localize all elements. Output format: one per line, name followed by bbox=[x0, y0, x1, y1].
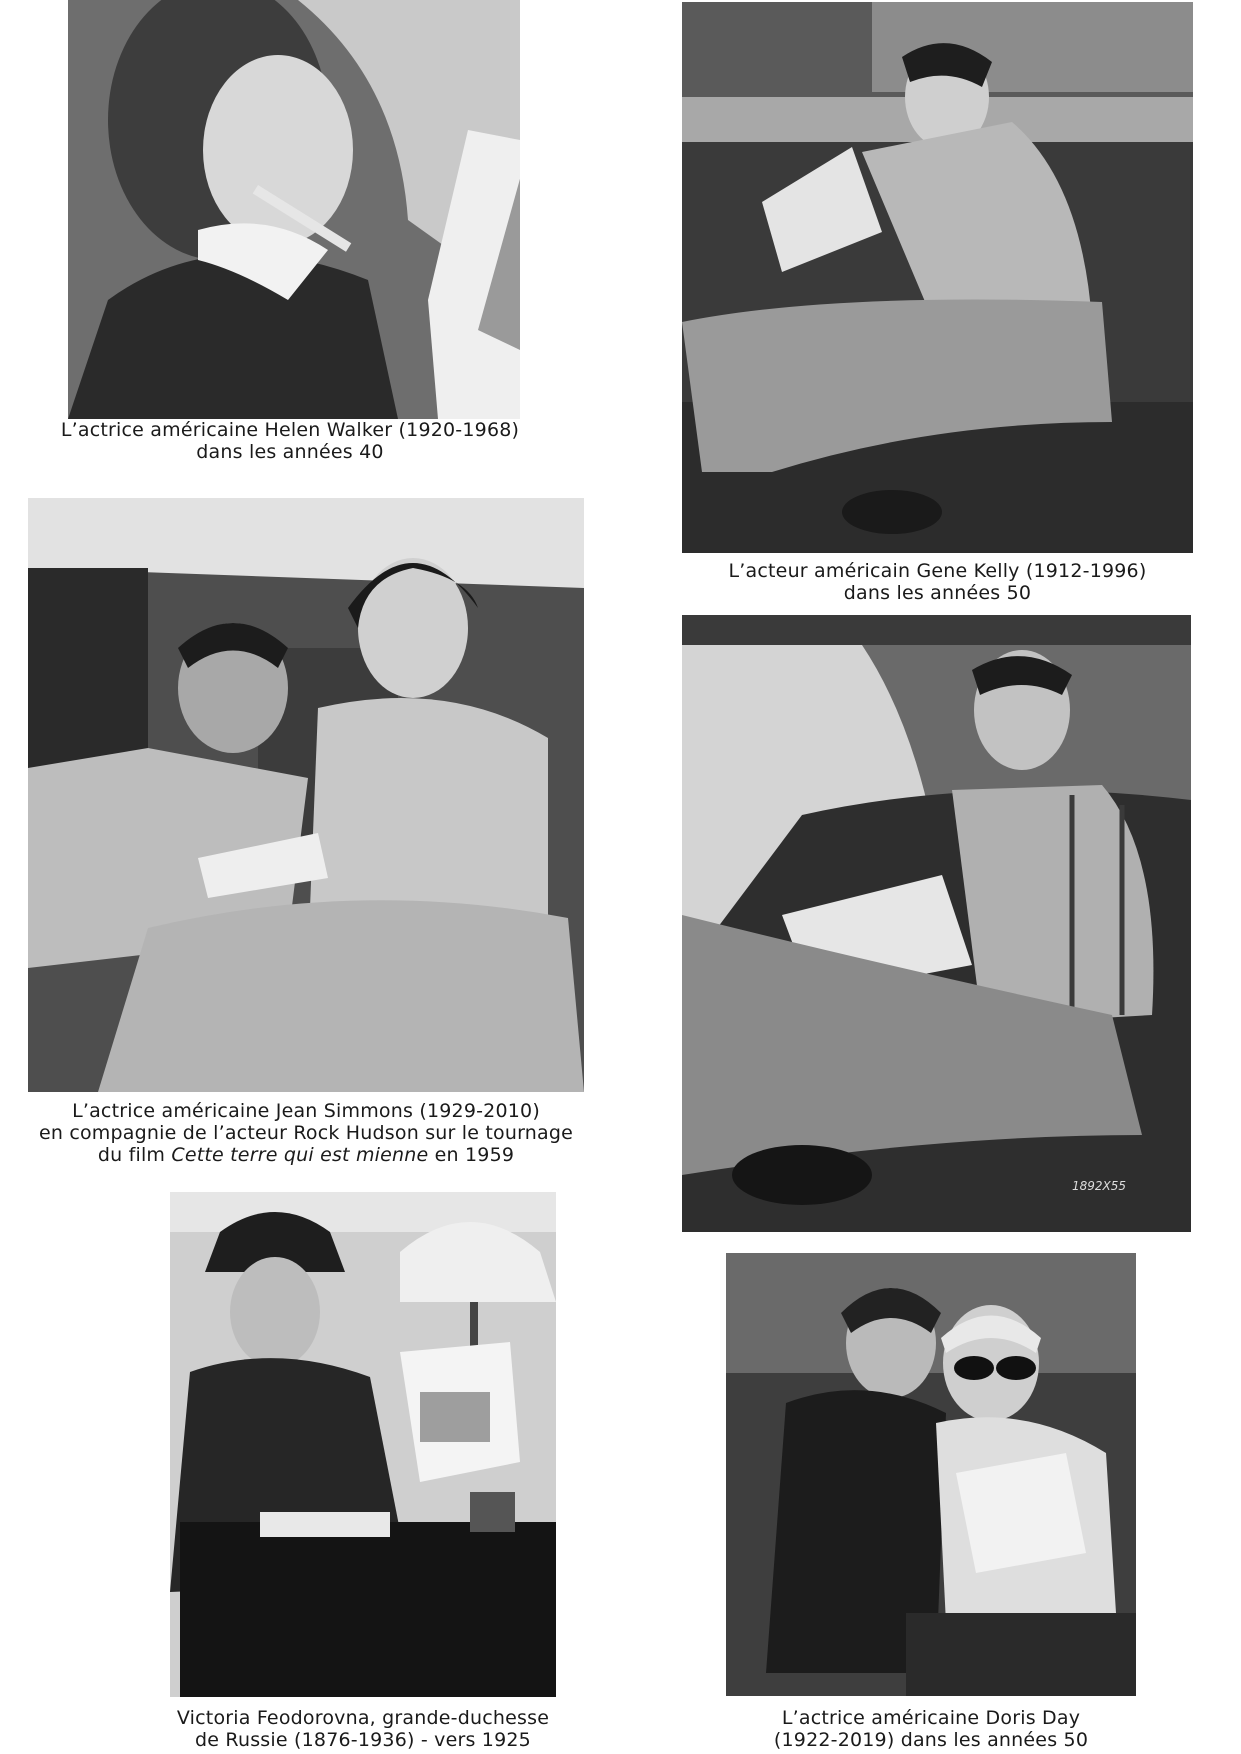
caption-jean-simmons-suffix: en 1959 bbox=[428, 1144, 515, 1166]
caption-jean-simmons-film-title: Cette terre qui est mienne bbox=[171, 1144, 429, 1166]
caption-helen-walker-line-1: L’actrice américaine Helen Walker (1920-1968) bbox=[60, 419, 520, 441]
photo-gene-kelly-2-mark: 1892X55 bbox=[1072, 1179, 1127, 1193]
caption-doris-day-line-1: L’actrice américaine Doris Day bbox=[781, 1707, 1081, 1729]
caption-helen-walker bbox=[40, 419, 540, 463]
caption-jean-simmons-prefix: du film bbox=[97, 1144, 172, 1166]
caption-gene-kelly-1 bbox=[682, 560, 1193, 604]
caption-victoria-feodorovna-line-1: Victoria Feodorovna, grande-duchesse bbox=[176, 1707, 550, 1729]
photo-jean-simmons bbox=[28, 498, 584, 1092]
photo-victoria-feodorovna bbox=[170, 1192, 556, 1697]
photo-doris-day-image bbox=[726, 1253, 1136, 1696]
photo-helen-walker-image bbox=[68, 0, 520, 419]
caption-jean-simmons-line-1: L’actrice américaine Jean Simmons (1929-2010) bbox=[72, 1100, 540, 1122]
caption-victoria-feodorovna-line-2: de Russie (1876-1936) - vers 1925 bbox=[195, 1729, 531, 1751]
photo-jean-simmons-image bbox=[28, 498, 584, 1092]
caption-doris-day-line-2: (1922-2019) dans les années 50 bbox=[773, 1729, 1089, 1751]
caption-jean-simmons-line-3 bbox=[20, 1144, 592, 1166]
caption-gene-kelly-1-line-2: dans les années 50 bbox=[843, 582, 1032, 604]
photo-gene-kelly-2-image bbox=[682, 615, 1191, 1232]
caption-victoria-feodorovna bbox=[150, 1707, 576, 1751]
caption-jean-simmons bbox=[20, 1100, 592, 1166]
caption-gene-kelly-1-line-1: L’acteur américain Gene Kelly (1912-1996) bbox=[728, 560, 1147, 582]
photo-gene-kelly-2 bbox=[682, 615, 1191, 1232]
photo-gene-kelly-1-image bbox=[682, 2, 1193, 553]
photo-doris-day bbox=[726, 1253, 1136, 1696]
photo-helen-walker bbox=[68, 0, 520, 419]
caption-jean-simmons-line-2: en compagnie de l’acteur Rock Hudson sur le tournage bbox=[38, 1122, 574, 1144]
photo-gene-kelly-1 bbox=[682, 2, 1193, 553]
caption-doris-day bbox=[726, 1707, 1136, 1751]
caption-helen-walker-line-2: dans les années 40 bbox=[196, 441, 384, 463]
photo-victoria-feodorovna-image bbox=[170, 1192, 556, 1697]
